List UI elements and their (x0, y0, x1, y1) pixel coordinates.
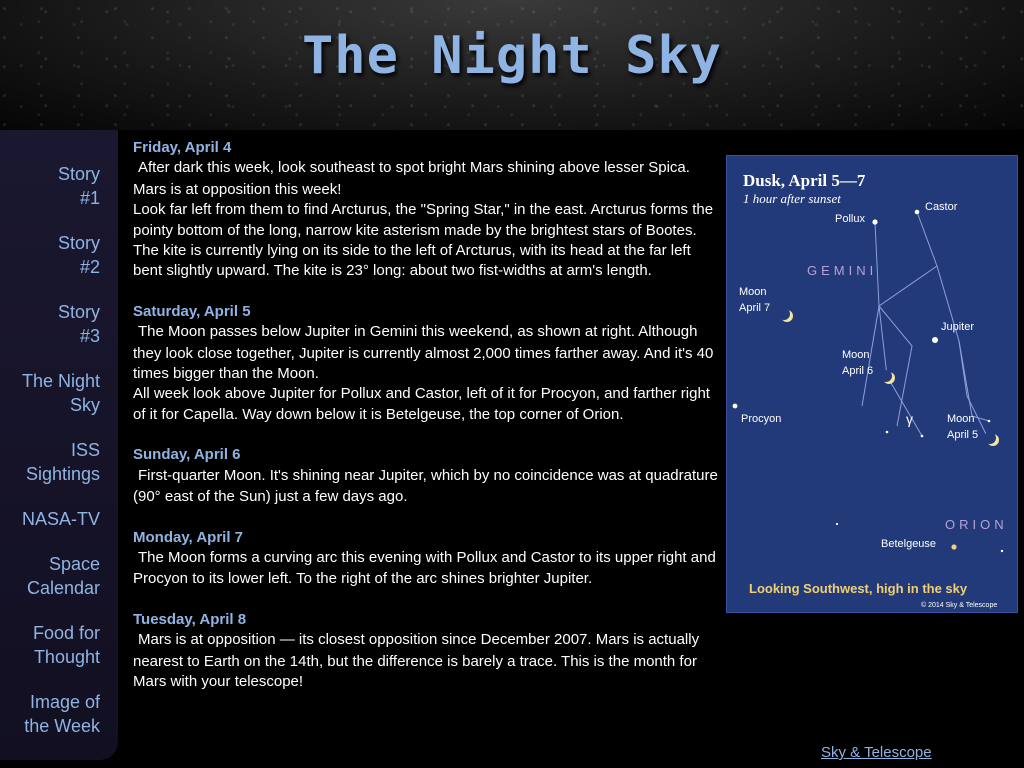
day-entry-tuesday (133, 610, 723, 693)
day-bullet-text: Mars is at opposition — its closest opposition since December 2007. Mars is actually nearest to Earth on the 14th, but the difference is barely a trace. This is the month for Mars with your telescope! (133, 631, 700, 690)
day-bullet-text: After dark this week, look southeast to spot bright Mars shining above lesser Spica. Mars is at opposition this week! (133, 159, 690, 198)
nav-label: Thought (33, 647, 100, 667)
day-text (133, 322, 723, 384)
nav-iss-sightings[interactable] (0, 438, 118, 486)
nav-label: Space (48, 554, 100, 574)
nav-food-for-thought[interactable] (0, 621, 118, 669)
label-moon-5: Moon (947, 413, 975, 425)
procyon-star (733, 404, 738, 409)
label-moon-6-date: April 6 (842, 365, 874, 377)
day-bullet-text: The Moon passes below Jupiter in Gemini this weekend, as shown at right. Although they look close together, Jupiter is currently almost 2,000 times farther away. And it's 40 times bigger than the Moon. (133, 323, 714, 383)
sky-chart-image (726, 155, 1018, 613)
day-entry-saturday (133, 302, 723, 425)
nav-label: Sightings (25, 464, 100, 484)
jupiter-star (932, 337, 938, 343)
moon-shadow (880, 370, 892, 382)
day-entry-friday (133, 138, 723, 282)
nav-nasa-tv[interactable] (0, 507, 118, 531)
star (921, 435, 924, 438)
sky-chart-copyright: © 2014 Sky & Telescope (921, 602, 998, 609)
nav-label: #2 (79, 257, 100, 277)
label-moon-7: Moon (739, 286, 767, 298)
day-text (133, 158, 723, 200)
nav-space-calendar[interactable] (0, 552, 118, 600)
day-title: Tuesday, April 8 (133, 610, 247, 628)
label-gamma: γ (906, 411, 913, 427)
star (988, 420, 991, 423)
sky-telescope-credit-link[interactable]: Sky & Telescope (821, 744, 932, 761)
moon-shadow (778, 308, 790, 320)
pollux-star (872, 219, 877, 224)
moon-shadow (984, 432, 996, 444)
day-text (133, 466, 723, 508)
label-pollux: Pollux (835, 213, 865, 225)
nav-label: Story (57, 302, 100, 322)
sky-chart-subheading: 1 hour after sunset (743, 191, 841, 206)
nav-image-of-week[interactable] (0, 690, 118, 738)
star (1001, 550, 1003, 552)
sky-chart-heading: Dusk, April 5—7 (743, 171, 866, 190)
nav-label: Story (57, 164, 100, 184)
nav-night-sky[interactable] (0, 369, 118, 417)
day-bullet-text: First-quarter Moon. It's shining near Jupiter, which by no coincidence was at quadrature (90° east of the Sun) just a few days ago. (133, 466, 718, 506)
label-moon-7-date: April 7 (739, 302, 771, 314)
nav-label: Calendar (26, 578, 100, 598)
nav-story-1[interactable] (0, 162, 118, 210)
page-title: The Night Sky (302, 26, 722, 86)
day-title: Saturday, April 5 (133, 302, 251, 320)
nav-label: Food for (32, 623, 100, 643)
label-moon-5-date: April 5 (947, 429, 979, 441)
chart-labels (739, 201, 978, 550)
star (886, 431, 889, 434)
label-moon-6: Moon (842, 349, 870, 361)
main-content (133, 138, 723, 712)
label-orion: ORION (945, 517, 1008, 532)
nav-label: ISS (70, 440, 100, 460)
sky-chart-svg (727, 156, 1017, 612)
nav-story-3[interactable] (0, 300, 118, 348)
day-title: Monday, April 7 (133, 528, 244, 546)
label-castor: Castor (925, 201, 958, 213)
day-bullet-text: The Moon forms a curving arc this evening with Pollux and Castor to its upper right and Procyon to its lower left. To the right of the arc shines brighter Jupiter. (133, 548, 716, 588)
sidebar-nav (0, 130, 118, 760)
label-betelgeuse: Betelgeuse (881, 538, 937, 550)
label-gemini: GEMINI (807, 263, 878, 278)
star (836, 523, 838, 525)
day-text (133, 548, 723, 590)
nav-label: the Week (24, 716, 100, 736)
header-banner (0, 0, 1024, 130)
nav-label: Image of (29, 692, 100, 712)
day-title: Sunday, April 6 (133, 446, 241, 464)
castor-star (915, 210, 920, 215)
nav-label: #3 (79, 326, 100, 346)
nav-label: #1 (79, 188, 100, 208)
nav-label: NASA-TV (21, 509, 100, 529)
nav-story-2[interactable] (0, 231, 118, 279)
day-text (133, 630, 723, 692)
nav-label: Sky (69, 395, 100, 415)
betelgeuse-star (951, 544, 956, 549)
day-extra-text: All week look above Jupiter for Pollux and Castor, left of it for Procyon, and farther right of it for Capella. Way down below it is Betelgeuse, the top corner of Orion. (133, 385, 710, 423)
stars (733, 210, 1004, 552)
day-title: Friday, April 4 (133, 139, 232, 156)
sky-chart-footer: Looking Southwest, high in the sky (749, 581, 968, 596)
nav-label: Story (57, 233, 100, 253)
day-entry-monday (133, 528, 723, 590)
day-extra-text: Look far left from them to find Arcturus, the "Spring Star," in the east. Arcturus forms the pointy bottom of the long, narrow kite asterism made by the brightest stars of Bootes. The kite is currently lying on its side to the left of Arcturus, with its head at the far left bent slightly upward. The kite is 23° long: about two fist-widths at arm's length. (133, 201, 714, 280)
label-procyon: Procyon (741, 413, 782, 425)
label-jupiter: Jupiter (941, 321, 975, 333)
day-entry-sunday (133, 445, 723, 507)
nav-label: The Night (21, 371, 100, 391)
